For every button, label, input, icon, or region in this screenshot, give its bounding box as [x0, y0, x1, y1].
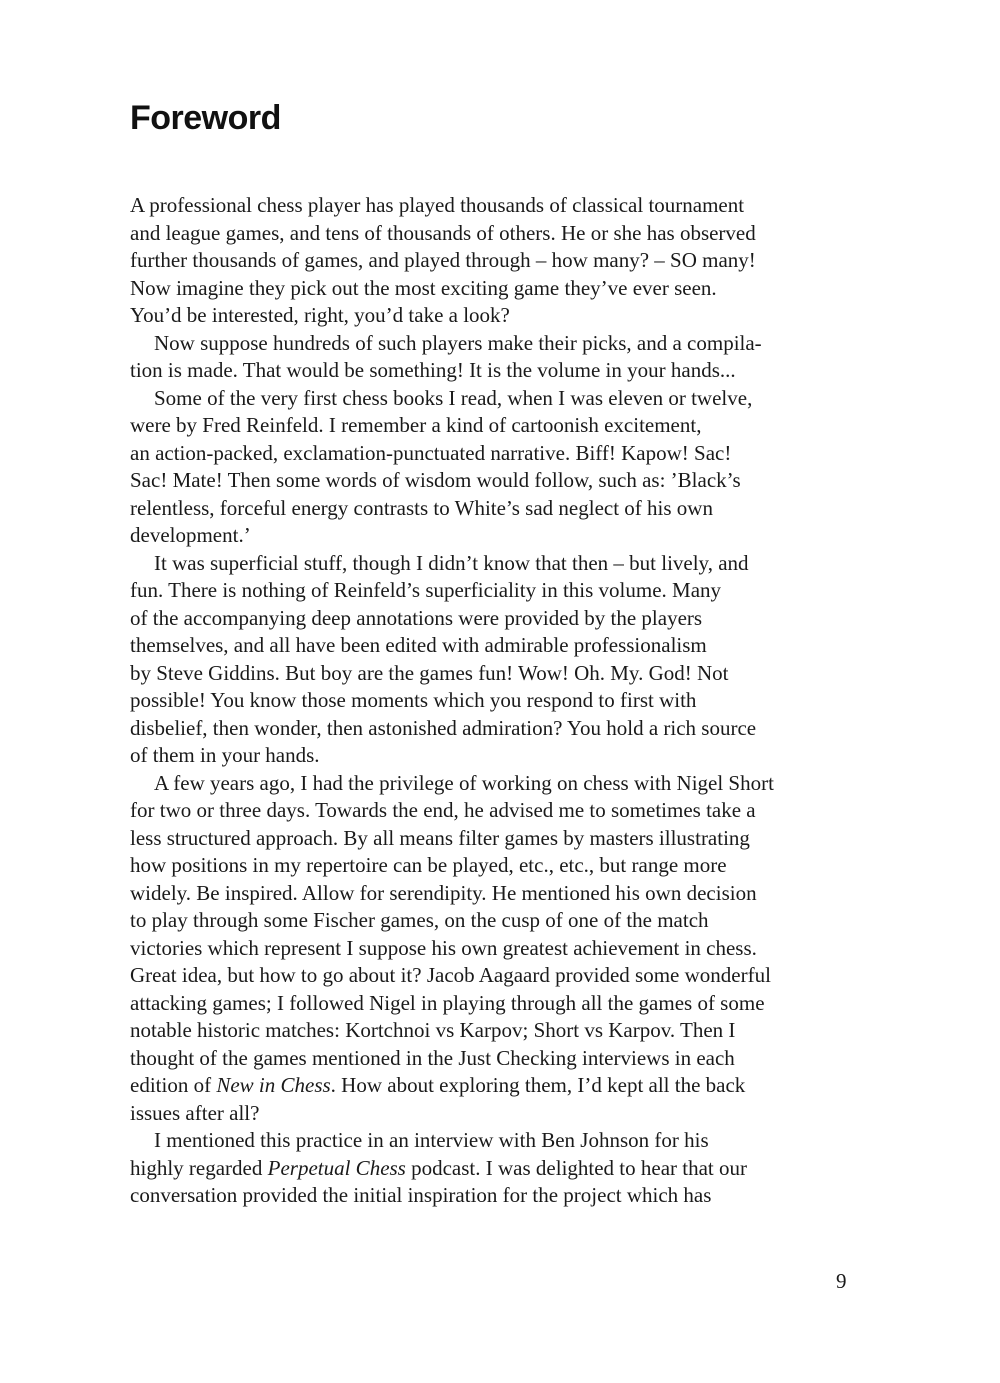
text-line: It was superficial stuff, though I didn’t know that then – but lively, and: [154, 550, 749, 575]
text-line: further thousands of games, and played through – how many? – SO many!: [130, 248, 756, 272]
text-line: Sac! Mate! Then some words of wisdom would follow, such as: ’Black’s: [130, 468, 741, 492]
text-line: by Steve Giddins. But boy are the games fun! Wow! Oh. My. God! Not: [130, 660, 729, 685]
text-line: of them in your hands.: [130, 743, 320, 767]
text-segment: highly regarded: [130, 1155, 268, 1180]
publication-title: New in Chess: [216, 1073, 331, 1097]
text-line: issues after all?: [130, 1100, 260, 1125]
text-line: I mentioned this practice in an interview with Ben Johnson for his: [154, 1128, 709, 1152]
text-segment: edition of: [130, 1073, 217, 1097]
text-line: notable historic matches: Kortchnoi vs Karpov; Short vs Karpov. Then I: [130, 1018, 736, 1042]
text-line: for two or three days. Towards the end, he advised me to sometimes take a: [130, 798, 756, 822]
text-line: an action-packed, exclamation-punctuated narrative. Biff! Kapow! Sac!: [130, 440, 732, 465]
text-line: A professional chess player has played thousands of classical tournament: [130, 193, 745, 217]
chapter-title: Foreword: [130, 99, 281, 137]
text-line: possible! You know those moments which you respond to first with: [130, 688, 697, 712]
text-line: were by Fred Reinfeld. I remember a kind of cartoonish excitement,: [130, 413, 702, 437]
text-line: victories which represent I suppose his own greatest achievement in chess.: [130, 935, 757, 960]
text-line: how positions in my repertoire can be played, etc., etc., but range more: [130, 853, 727, 877]
text-line: thought of the games mentioned in the Just Checking interviews in each: [130, 1045, 735, 1070]
text-line: fun. There is nothing of Reinfeld’s superficiality in this volume. Many: [130, 578, 722, 602]
text-line: [130, 1072, 868, 1100]
text-segment: podcast. I was delighted to hear that our: [405, 1155, 748, 1180]
text-line: [130, 1155, 868, 1183]
text-line: development.’: [130, 523, 251, 547]
text-line: Now imagine they pick out the most exciting game they’ve ever seen.: [130, 275, 717, 300]
text-line: relentless, forceful energy contrasts to White’s sad neglect of his own: [130, 495, 713, 520]
text-line: disbelief, then wonder, then astonished admiration? You hold a rich source: [130, 715, 757, 740]
text-line: of the accompanying deep annotations were provided by the players: [130, 605, 703, 630]
text-line: Now suppose hundreds of such players make their picks, and a compila-: [154, 330, 762, 355]
text-line: less structured approach. By all means filter games by masters illustrating: [130, 825, 750, 850]
text-line: themselves, and all have been edited with admirable professionalism: [130, 633, 707, 657]
text-segment: . How about exploring them, I’d kept all the back: [330, 1073, 746, 1097]
text-line: You’d be interested, right, you’d take a look?: [130, 303, 510, 327]
text-line: to play through some Fischer games, on the cusp of one of the match: [130, 908, 709, 932]
text-line: and league games, and tens of thousands of others. He or she has observed: [130, 220, 756, 245]
text-line: tion is made. That would be something! It is the volume in your hands...: [130, 358, 736, 382]
text-line: conversation provided the initial inspiration for the project which has: [130, 1183, 712, 1207]
text-line: attacking games; I followed Nigel in playing through all the games of some: [130, 990, 765, 1015]
text-line: A few years ago, I had the privilege of working on chess with Nigel Short: [154, 770, 774, 795]
page-number: 9: [836, 1269, 847, 1293]
text-line: Some of the very first chess books I read, when I was eleven or twelve,: [154, 385, 753, 410]
podcast-title: Perpetual Chess: [267, 1155, 406, 1180]
text-line: widely. Be inspired. Allow for serendipity. He mentioned his own decision: [130, 880, 757, 905]
text-line: Great idea, but how to go about it? Jacob Aagaard provided some wonderful: [130, 963, 771, 987]
foreword-body: [130, 192, 868, 1210]
